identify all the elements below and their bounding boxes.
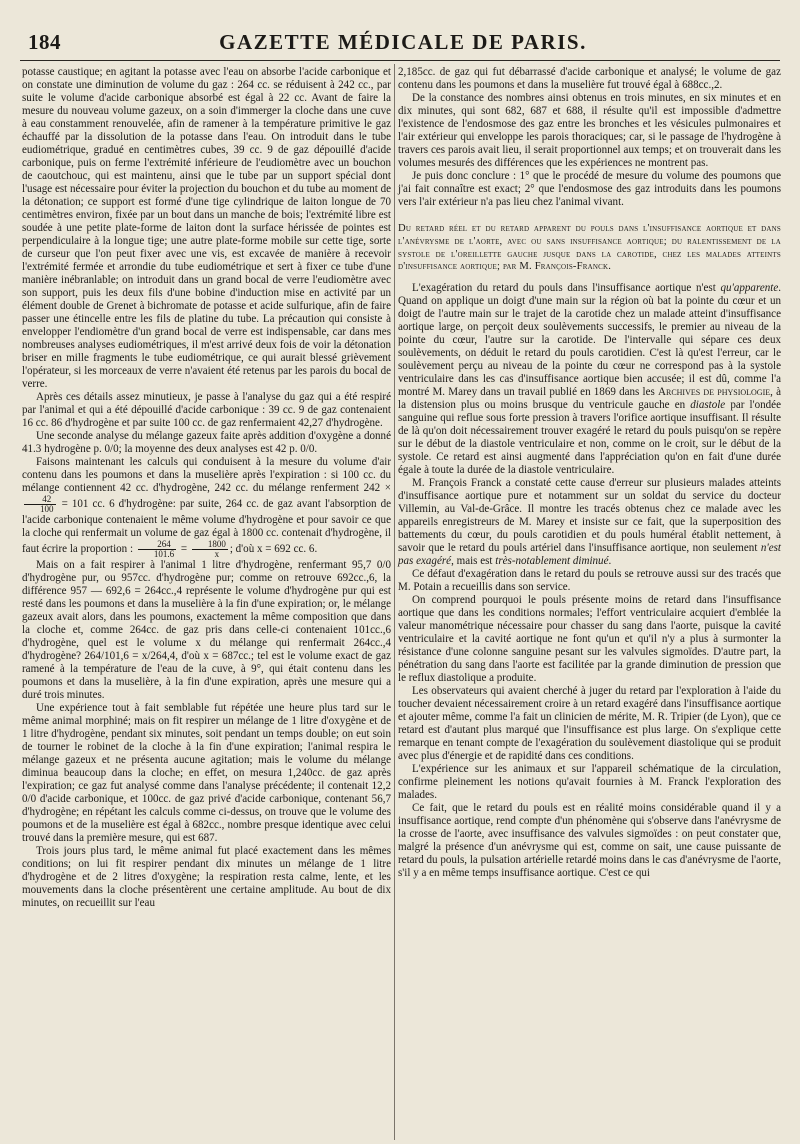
- paragraph: De la constance des nombres ainsi obtenus en trois minutes, en six minutes et en dix minutes, qui sont 682, 687 et 688, il résulte qu'il est impossible d'admettre l'existence de l'endosmose des gaz entre les bronches et les vésicules pulmonaires et l'air extérieur qui enveloppe les parois thoraciques; car, si le passage de l'hydrogène à travers ces parois avait lieu, il serait proportionnel aux temps; et on trouverait dans les volumes mesurés des différences que les expériences ne montrent pas.: [398, 92, 781, 169]
- left-column: [22, 66, 391, 910]
- page-header: [28, 30, 778, 56]
- fraction-numerator: 42: [24, 495, 56, 505]
- fraction-denominator: 101.6: [153, 549, 175, 559]
- paragraph: potasse caustique; en agitant la potasse avec l'eau on absorbe l'acide carbonique et on constate une diminution de volume du gaz : 264 cc. se réduisent à 242 cc., par suite le volume d'acide carbonique absorbé est égal à 22 cc. Avant de faire la mesure du nouveau volume gazeux, on a soin d'immerger la cloche dans une cuve à eau constamment renouvelée, afin de ramener à la température primitive le gaz échauffé par la dissolution de la potasse dans l'eau. On introduit dans le tube eudiométrique, gradué en centimètres cubes, 39 cc. 9 de gaz dépouillé d'acide carbonique, puis on ferme l'extrémité inférieure de l'eudiomètre avec un bouchon de caoutchouc, qui est maintenu, ainsi que le tube par un support spécial dont l'usage est nécessaire pour éviter la projection du bouchon et du tube au moment de la détonation; ce support est formé d'une tige cylindrique de laiton longue de 70 centimètres environ, fixée par un bout dans un manche de bois; l'extrémité libre est soudée à une petite plate-forme de laiton dont la surface hérissée de pointes est perpendiculaire à la longue tige; une autre plate-forme mobile sur cette tige, sorte de curseur que l'on peut fixer avec une vis, est excavée de manière à recevoir l'extrémité fermée et arrondie du tube eudiométrique et sert à fixer ce tube d'une manière inébranlable; on introduit dans un grand bocal de verre l'eudiomètre avec son support, puis les deux fils d'une bobine d'induction mise en activité par un élément double de Grenet à bichromate de potasse et acide sulfurique, afin de faire passer une étincelle entre les fils de platine du tube. La précaution qui consiste à envelopper l'endiomètre d'un grand bocal de verre est indispensable, car dans mes nombreuses analyses eudiométriques, il m'est arrivé deux fois de voir la détonation briser en mille fragments le tube eudiométrique, ce qui aurait blessé grièvement l'opérateur, si les morceaux de verre n'avaient été retenus par les parois du bocal de verre.: [22, 66, 391, 390]
- paragraph: [398, 477, 781, 568]
- paragraph: Après ces détails assez minutieux, je passe à l'analyse du gaz qui a été respiré par l'animal et qui a été dépouillé d'acide carbonique : 39 cc. 9 de gaz contenaient 16 cc. 86 d'hydrogène et par suite 100 cc. de gaz renfermaient 42,27 d'hydrogène.: [22, 391, 391, 429]
- italic-text: très-notablement diminué: [495, 555, 609, 568]
- italic-text: n'est pas exagéré: [398, 542, 782, 568]
- text-run: . Quand on applique un doigt d'une main sur la région où bat la pointe du cœur et un doigt de l'autre main sur le trajet de la carotide chez un malade atteint d'insuffisance aortique large, on perçoit deux soulèvements successifs, le premier au niveau de la pointe du cœur, l'autre sur la carotide. De l'intervalle qui sépare ces deux soulèvements, on déduit le retard du pouls carotidien. C'est là qu'est l'erreur, car le soulèvement perçu au niveau de la pointe du cœur ne correspond pas à la systole ventriculaire dans les cas d'insuffisance aortique bien accusée; il est dû, comme l'a montré M. Marey dans un travail publié en 1869 dans les: [398, 282, 782, 399]
- right-column: [398, 66, 781, 880]
- paragraph: Ce défaut d'exagération dans le retard du pouls se retrouve aussi sur des tracés que M. Potain a recueillis dans son service.: [398, 568, 781, 594]
- fraction-numerator: 264: [138, 540, 176, 550]
- fraction: [138, 540, 176, 559]
- paragraph: Ce fait, que le retard du pouls est en réalité moins considérable quand il y a insuffisance aortique, rend compte d'un phénomène qui s'observe dans l'anévrysme de la crosse de l'aorte, avec insuffisance des valvules sigmoïdes : on peut constater que, malgré la présence d'un anévrysme qui est, comme on sait, une cause puissante de retard du pouls, la pulsation artérielle retardé moins dans le cas d'anévrysme de l'aorte, s'il y a en même temps insuffisance aortique. C'est ce qui: [398, 802, 781, 880]
- text-run: L'exagération du retard du pouls dans l'insuffisance aortique n'est: [412, 282, 716, 295]
- paragraph: Mais on a fait respirer à l'animal 1 litre d'hydrogène, renfermant 95,7 0/0 d'hydrogène pur, ou 957cc. d'hydrogène pur; comme on retrouve 692cc.,6, la différence 957 — 692,6 = 264cc.,4 représente le volume d'hydrogène pur qui est resté dans les poumons et dans la muselière à la fin d'une expiration; or, le mélange gazeux avait alors, dans les poumons, exactement la même composition que dans la cloche et, comme 264cc. de gaz pris dans celle-ci contenaient 101cc.,6 d'hydrogène, quel est le volume x du mélange qui renfermait 264cc.,4 d'hydrogène? 264/101,6 = x/264,4, d'où x = 687cc.; tel est le volume exact de gaz ramené à la température de l'eau de la cuve, à 9°, qui était contenu dans les poumons et dans la muselière, à la fin d'une expiration, après une mesure qui a duré trois minutes.: [22, 559, 391, 701]
- article-title-text: Du retard réel et du retard apparent du pouls dans l'insuffisance aortique et dans l'anévrysme de l'aorte, avec ou sans insuffisance aortique; du ralentissement de la systole de l'oreillette gauche jusque dans la carotide, chez les malades atteints d'insuffisance aortique; par M. François-Franck.: [398, 223, 781, 273]
- text-run: , à la distension plus ou moins brusque du ventricule gauche en: [398, 386, 781, 412]
- text-run: M. François Franck a constaté cette cause d'erreur sur plusieurs malades atteints d'insuffisance aortique pure et notamment sur un soldat du service du docteur Villemin, au Val-de-Grâce. Il montre les tracés obtenus chez ce malade avec les appareils enregistreurs de M. Marey et insiste sur ce fait, que la superposition des battements du cœur, du pouls carotidien et du pouls huméral établit nettement, à savoir que le retard du pouls artériel dans l'insuffisance aortique, non seulement: [398, 477, 781, 555]
- journal-title: GAZETTE MÉDICALE DE PARIS.: [219, 30, 587, 54]
- text-run: = 101 cc. 6 d'hydrogène: par suite, 264 cc. de gaz avant l'absorption de l'acide carbonique contenaient le même volume d'hydrogène et pour savoir ce que la cloche qui renfermait un volume de gaz égal à 1800 cc. contenait d'hydrogène, il faut écrire la proportion :: [22, 498, 391, 556]
- paragraph-with-formula: Faisons maintenant les calculs qui conduisent à la mesure du volume d'air contenu dans les poumons et dans la muselière après l'expiration : si 100 cc. du mélange contiennent 42 cc. d'hydrogène, 242 cc. du mélange renferment 242 × $\frac{42}{100}$ = 101 cc. 6 d'hydrogène: par suite, 264 cc. de gaz avant l'absorption de l'acide carbonique contenaient le même volume d'hydrogène et pour savoir ce que la cloche qui renfermait un volume de gaz égal à 1800 cc. contenait d'hydrogène, il faut écrire la proportion : $\frac{264}{101.6}$ = $\frac{1800}{x}$ ; d'où x = 692 cc. 6.: [22, 456, 391, 559]
- paragraph: Trois jours plus tard, le même animal fut placé exactement dans les mêmes conditions; on lui fit respirer pendant dix minutes un mélange de 1 litre d'hydrogène et de 2 litres d'oxygène; la respiration resta calme, lente, et les mouvements dans la cloche présentèrent une certaine amplitude. Au bout de dix minutes, on recueillit sur l'eau: [22, 845, 391, 909]
- text-run: par l'ondée sanguine qui reflue sous forte pression à travers l'orifice aortique insuffisant. Il résulte de là qu'on doit nécessairement trouver exagéré le retard du pouls puisqu'on se repère sur le début de la diastole ventriculaire et non, comme on le croit, sur le début de la systole. Ce retard est ainsi augmenté dans l'appréciation qu'on en fait d'une durée égale à toute la durée de la diastole ventriculaire.: [398, 399, 781, 477]
- page-number: 184: [28, 30, 61, 54]
- fraction: [24, 495, 56, 514]
- header-rule: [20, 60, 780, 61]
- paragraph: 2,185cc. de gaz qui fut débarrassé d'acide carbonique et analysé; le volume de gaz contenu dans les poumons et dans la muselière fut trouvé égal à 688cc.,2.: [398, 66, 781, 91]
- fraction: [192, 540, 228, 559]
- text-run: .: [608, 555, 612, 568]
- paragraph: Les observateurs qui avaient cherché à juger du retard par l'exploration à l'aide du toucher devaient nécessairement croire à un retard exagéré dans l'insuffisance aortique et ajouter même, comme l'a fait un clinicien de mérite, M. R. Tripier (de Lyon), que ce retard est d'autant plus marqué que l'insuffisance est plus large. On s'explique cette remarque en tenant compte de l'exagération du soulèvement diastolique qui se produit avec plus d'énergie et de rapidité dans ces conditions.: [398, 685, 781, 763]
- text-run: ; d'où x = 692 cc. 6.: [229, 543, 318, 556]
- fraction-denominator: x: [214, 549, 220, 559]
- italic-text: diastole: [690, 399, 726, 412]
- fraction-denominator: 100: [40, 504, 54, 514]
- paragraph: Une seconde analyse du mélange gazeux faite après addition d'oxygène a donné 41.3 hydrogène p. 0/0; la moyenne des deux analyses est 42 p. 0/0.: [22, 430, 391, 455]
- text-run: Faisons maintenant les calculs qui conduisent à la mesure du volume d'air contenu dans les poumons et dans la muselière après l'expiration : si 100 cc. du mélange contiennent 42 cc. d'hydrogène, 242 cc. du mélange renferment 242 ×: [22, 456, 391, 494]
- fraction-numerator: 1800: [192, 540, 228, 550]
- paragraph: On comprend pourquoi le pouls présente moins de retard dans l'insuffisance aortique que dans les conditions normales; l'effort ventriculaire acquiert d'emblée la valeur manométrique nécessaire pour chasser du sang dans l'aorte, puisque la cavité ventriculaire et la cavité aortique ne font qu'un et qu'il n'y a plus à surmonter la résistance d'une colonne sanguine pesant sur les valvules sigmoïdes. D'autre part, la pénétration du sang dans l'aorte est facilitée par la grande diminution de pression que le reflux diastolique a produite.: [398, 594, 781, 685]
- column-divider: [394, 64, 395, 1140]
- paragraph: Je puis donc conclure : 1° que le procédé de mesure du volume des poumons que j'ai fait connaître est exact; 2° que l'endosmose des gaz introduits dans les poumons vers l'air extérieur n'a pas lieu chez l'animal vivant.: [398, 170, 781, 208]
- paragraph: L'expérience sur les animaux et sur l'appareil schématique de la circulation, confirme pleinement les notions qu'avait fournies à M. Franck l'exploration des malades.: [398, 763, 781, 802]
- text-run: , mais est: [451, 555, 493, 568]
- paragraph: [398, 282, 781, 477]
- journal-reference: Archives de physiologie: [658, 386, 771, 399]
- italic-text: qu'apparente: [720, 282, 779, 295]
- article-title: [398, 223, 781, 274]
- paragraph: Une expérience tout à fait semblable fut répétée une heure plus tard sur le même animal morphiné; mais on fit respirer un mélange de 1 litre d'oxygène et de 1 litre d'hydrogène, pendant six minutes, soit pendant un temps double; on eut soin de tourner le robinet de la cloche à la fin d'une expiration; l'animal respira le mélange gazeux et ne présenta aucune agitation; mais le volume du mélange diminua beaucoup dans la cloche; en effet, on mesura 1,240cc. de gaz après l'expiration; ce gaz fut analysé comme dans l'analyse précédente; il contenait 12,2 0/0 d'acide carbonique, et 100cc. de gaz privé d'acide carbonique, contenant 56,7 d'hydrogène; en répétant les calculs comme ci-dessus, on trouve que le volume des poumons et de la muselière est égal à 682cc., nombre presque identique avec celui trouvé dans la première mesure, qui est 687.: [22, 702, 391, 844]
